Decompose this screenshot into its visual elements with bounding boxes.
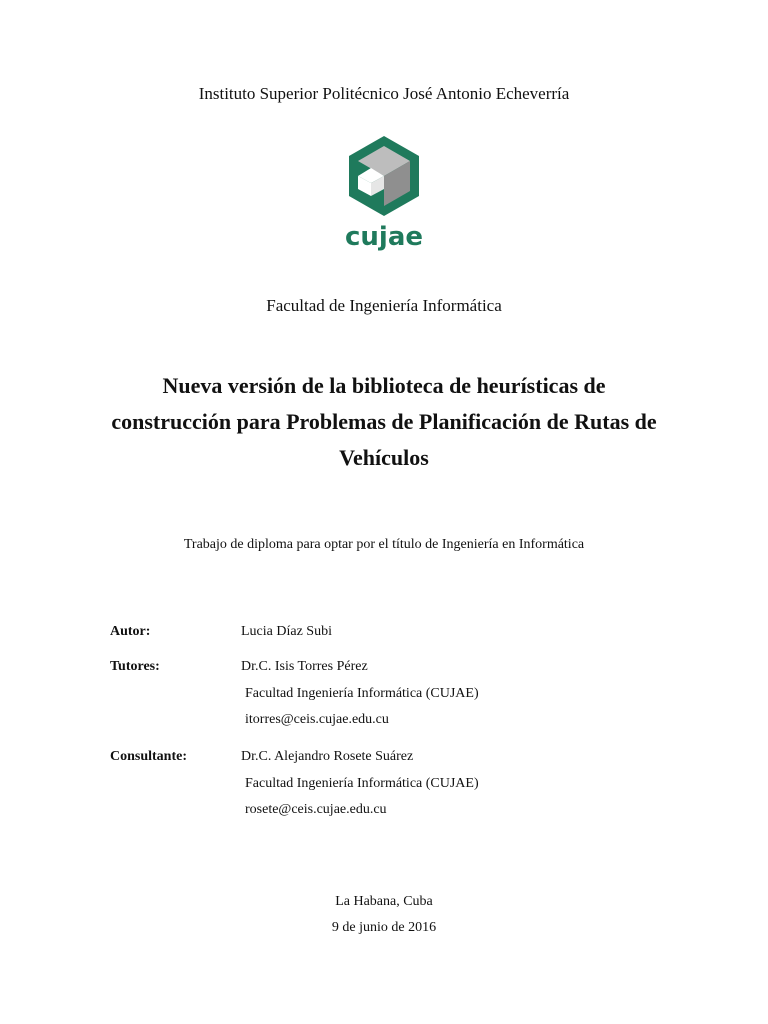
cujae-logo: [340, 132, 428, 252]
consultant-label: Consultante:: [110, 749, 188, 764]
title-line-2: construcción para Problemas de Planificación de Rutas de: [111, 409, 657, 434]
tutor-name: Dr.C. Isis Torres Pérez: [241, 659, 368, 674]
thesis-title: [0, 368, 768, 476]
author-label: Autor:: [110, 624, 151, 639]
place: La Habana, Cuba: [335, 894, 433, 909]
consultant-email: rosete@ceis.cujae.edu.cu: [245, 802, 387, 817]
title-line-1: Nueva versión de la biblioteca de heurísticas de: [162, 373, 606, 398]
title-line-3: Vehículos: [339, 445, 429, 470]
thesis-subtitle: Trabajo de diploma para optar por el título de Ingeniería en Informática: [183, 537, 585, 552]
logo-wordmark: cujae: [344, 222, 424, 252]
tutor-affiliation: Facultad Ingeniería Informática (CUJAE): [245, 686, 479, 701]
author-name: Lucia Díaz Subi: [241, 624, 332, 639]
tutor-email: itorres@ceis.cujae.edu.cu: [245, 712, 389, 727]
faculty-name: Facultad de Ingeniería Informática: [266, 296, 502, 315]
institute-name: Instituto Superior Politécnico José Antonio Echeverría: [198, 84, 570, 103]
consultant-affiliation: Facultad Ingeniería Informática (CUJAE): [245, 776, 479, 791]
consultant-name: Dr.C. Alejandro Rosete Suárez: [241, 749, 414, 764]
tutors-label: Tutores:: [110, 659, 160, 674]
date: 9 de junio de 2016: [331, 920, 437, 935]
